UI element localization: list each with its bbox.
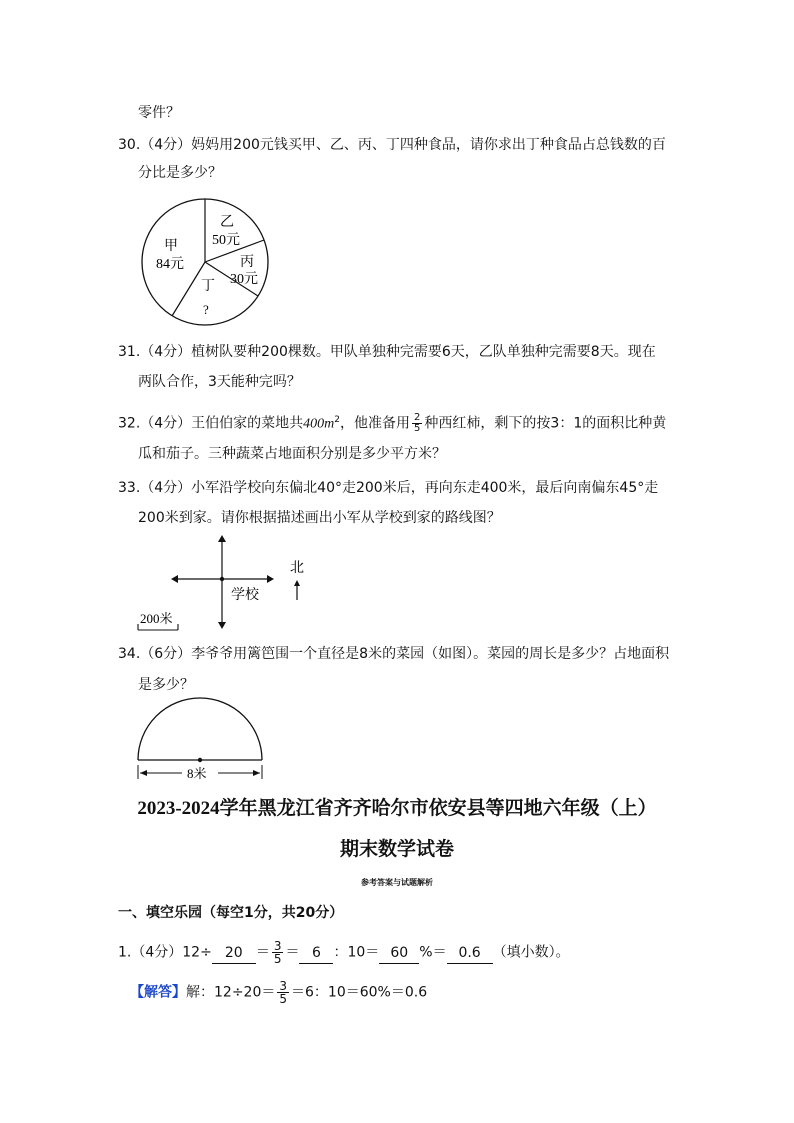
q1-mid-2: %＝ [419,944,447,961]
q1-post: （填小数）。 [492,944,570,961]
question-33-line1: 33.（4分）小军沿学校向东偏北40°走200米后，再向东走400米，最后向南偏东45°走 [118,480,659,496]
question-32-line1 [118,410,666,435]
q32-frac-num: 2 [414,412,421,424]
question-32-line2: 瓜和茄子。三种蔬菜占地面积分别是多少平方米？ [138,446,446,462]
q32-pre: 32.（4分）王伯伯家的菜地共 [118,415,304,432]
question-30-line1: 30.（4分）妈妈用200元钱买甲、乙、丙、丁四种食品，请你求出丁种食品占总钱数的百 [118,137,666,153]
solution-frac-den: 5 [279,992,287,1006]
answer-q1-line [118,940,570,965]
school-label: 学校 [231,588,259,603]
q32-mid: ，他准备用 [340,415,411,432]
answer-title-line2: 期末数学试卷 [339,839,454,860]
question-31-line1: 31.（4分）植树队要种200棵数。甲队单独种完需要6天，乙队单独种完需要8天。现在 [118,344,656,360]
answer-subtitle: 参考答案与试题解析 [361,878,433,887]
pie-label-bing: 丙 [240,255,254,270]
q1-blank-2: 6 [299,943,333,964]
pie-value-bing: 30元 [230,272,258,287]
pie-label-jia: 甲 [164,239,178,254]
question-34-line1: 34.（6分）李爷爷用篱笆围一个直径是8米的菜园（如图）。菜园的周长是多少？占地面积 [118,646,670,662]
q1-eq-2: ＝ [285,944,300,961]
pie-value-jia: 84元 [156,257,184,272]
route-diagram [130,530,330,635]
pie-label-ding: 丁 [201,279,215,294]
solution-frac-num: 3 [279,979,287,993]
q1-frac-den: 5 [273,952,282,966]
solution-pre: 解：12÷20＝ [186,984,276,1001]
q32-post: 种西红柿，剩下的按3：1的面积比种黄 [424,415,667,432]
pie-value-yi: 50元 [212,233,240,248]
diameter-label: 8米 [187,766,207,781]
q1-blank-3: 60 [379,943,419,964]
q32-area-exp: 2 [334,415,341,425]
answer-title-line1: 2023-2024学年黑龙江省齐齐哈尔市依安县等四地六年级（上） [137,798,657,819]
school-point [220,577,224,581]
question-33-line2: 200米到家。请你根据描述画出小军从学校到家的路线图？ [138,510,501,526]
solution-tag: 【解答】 [130,984,186,1001]
q32-fraction [412,413,422,434]
q1-fraction [272,940,284,965]
question-30-line2: 分比是多少？ [138,165,222,181]
semicircle-garden-diagram [130,695,272,785]
q1-blank-1: 20 [212,943,256,964]
pie-value-ding: ? [203,302,209,317]
scale-label: 200米 [140,611,173,626]
q1-frac-num: 3 [273,939,282,953]
q1-mid-1: ：10＝ [333,944,380,961]
q1-blank-4: 0.6 [447,943,493,964]
north-label: 北 [290,561,304,576]
solution-fraction [277,980,289,1005]
pie-chart-diagram [130,190,280,338]
solution-post: ＝6：10＝60%＝0.6 [291,984,428,1001]
answer-q1-solution [130,980,427,1005]
question-29-tail: 零件？ [138,105,180,121]
part1-heading: 一、填空乐园（每空1分，共20分） [118,905,344,921]
q1-pre: 1.（4分）12÷ [118,944,212,961]
question-34-line2: 是多少？ [138,677,194,693]
pie-label-yi: 乙 [220,215,234,230]
q1-eq-1: ＝ [255,944,270,961]
q32-area: 400m [303,416,335,432]
q32-frac-den: 5 [414,423,421,435]
question-31-line2: 两队合作，3天能种完吗？ [138,374,301,390]
